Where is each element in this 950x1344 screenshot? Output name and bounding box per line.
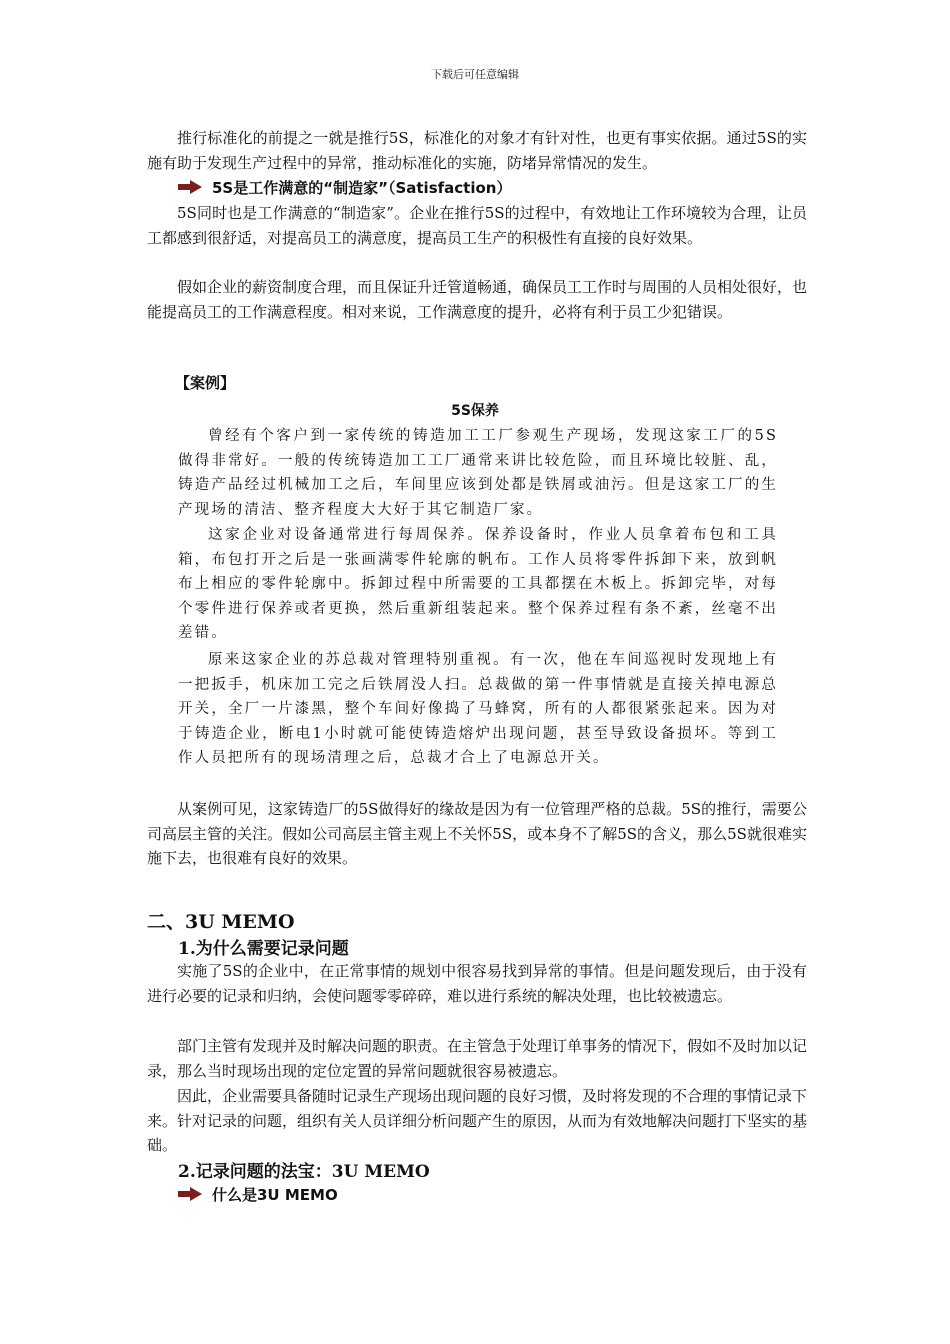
bullet-what-is-3u-memo: 什么是3U MEMO [178, 1183, 338, 1205]
page-header: 下载后可任意编辑 [431, 68, 519, 81]
paragraph-record-2: 部门主管有发现并及时解决问题的职责。在主管急于处理订单事务的情况下，假如不及时加以记录，那么当时现场出现的定位定置的异常问题就很容易被遗忘。 [147, 1037, 808, 1080]
case-paragraph-1: 曾经有个客户到一家传统的铸造加工工厂参观生产现场，发现这家工厂的5S做得非常好。一般的传统铸造加工工厂通常来讲比较危险，而且环境比较脏、乱，铸造产品经过机械加工之后，车间里应该到处都是铁屑或油污。但是这家工厂的生产现场的清洁、整齐程度大大好于其它制造厂家。 [178, 428, 778, 518]
paragraph-case-conclusion: 从案例可见，这家铸造厂的5S做得好的缘故是因为有一位管理严格的总裁。5S的推行，需要公司高层主管的关注。假如公司高层主管主观上不关怀5S，或本身不了解5S的含义，那么5S就很难实施下去，也很难有良好的效果。 [147, 800, 807, 867]
arrow-bullet-icon [178, 1187, 202, 1201]
paragraph-standardization: 推行标准化的前提之一就是推行5S，标准化的对象才有针对性，也更有事实依据。通过5S的实施有助于发现生产过程中的异常，推动标准化的实施，防堵异常情况的发生。 [147, 129, 807, 172]
subheading-why-record: 1.为什么需要记录问题 [178, 939, 349, 959]
case-paragraph-2: 这家企业对设备通常进行每周保养。保养设备时，作业人员拿着布包和工具箱，布包打开之后是一张画满零件轮廓的帆布。工作人员将零件拆卸下来，放到帆布上相应的零件轮廓中。拆卸过程中所需要的工具都摆在木板上。拆卸完毕，对每个零件进行保养或者更换，然后重新组装起来。整个保养过程有条不紊，丝毫不出差错。 [178, 527, 778, 642]
paragraph-salary: 假如企业的薪资制度合理，而且保证升迁管道畅通，确保员工工作时与周围的人员相处很好，也能提高员工的工作满意程度。相对来说，工作满意度的提升，必将有利于员工少犯错误。 [147, 278, 808, 321]
case-label: 【案例】 [175, 374, 236, 392]
paragraph-satisfaction: 5S同时也是工作满意的“制造家”。企业在推行5S的过程中，有效地让工作环境较为合理，让员工都感到很舒适，对提高员工的满意度，提高员工生产的积极性有直接的良好效果。 [147, 204, 807, 247]
arrow-bullet-icon [178, 180, 202, 194]
paragraph-record-3: 因此，企业需要具备随时记录生产现场出现问题的良好习惯，及时将发现的不合理的事情记录下来。针对记录的问题，组织有关人员详细分析问题产生的原因，从而为有效地解决问题打下坚实的基础。 [147, 1087, 808, 1154]
paragraph-record-1: 实施了5S的企业中，在正常事情的规划中很容易找到异常的事情。但是问题发现后，由于没有进行必要的记录和归纳，会使问题零零碎碎，难以进行系统的解决处理，也比较被遗忘。 [147, 962, 807, 1005]
bullet-satisfaction: 5S是工作满意的“制造家”（Satisfaction） [178, 176, 511, 198]
case-paragraph-3: 原来这家企业的苏总裁对管理特别重视。有一次，他在车间巡视时发现地上有一把扳手，机床加工完之后铁屑没人扫。总裁做的第一件事情就是直接关掉电源总开关，全厂一片漆黑，整个车间好像捣了马蜂窝，所有的人都很紧张起来。因为对于铸造企业，断电1小时就可能使铸造熔炉出现问题，甚至导致设备损坏。等到工作人员把所有的现场清理之后，总裁才合上了电源总开关。 [178, 652, 778, 767]
subheading-3u-memo-tool: 2.记录问题的法宝：3U MEMO [178, 1162, 430, 1182]
section-heading-3u-memo: 二、3U MEMO [147, 911, 295, 933]
case-title: 5S保养 [451, 403, 499, 419]
